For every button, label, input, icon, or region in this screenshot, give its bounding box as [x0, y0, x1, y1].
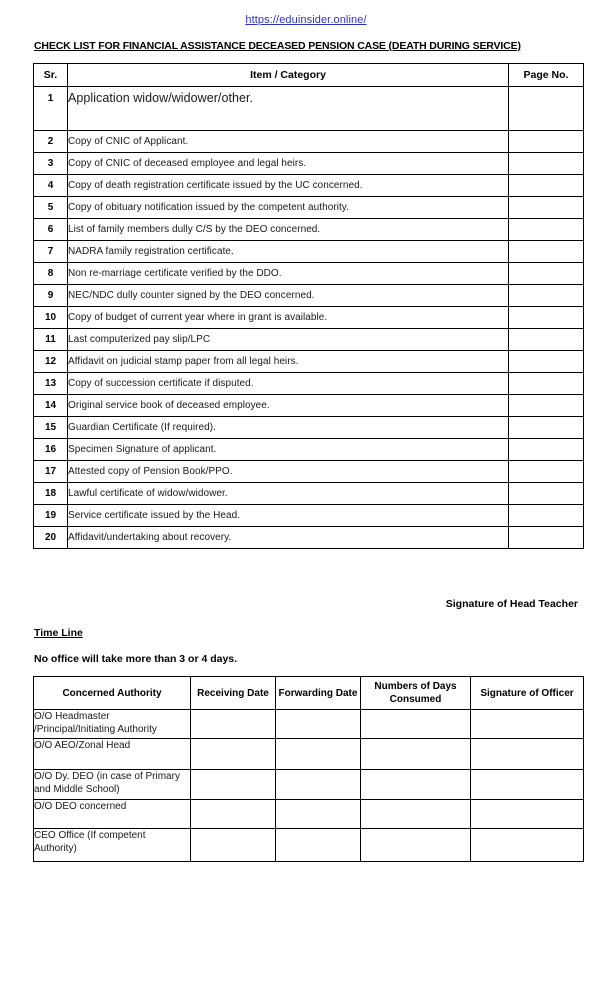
row-serial: 7 [34, 241, 68, 263]
row-item: Service certificate issued by the Head. [68, 505, 509, 527]
row-page-no[interactable] [509, 263, 584, 285]
row-serial: 13 [34, 373, 68, 395]
checklist-body [34, 87, 584, 549]
row-item: NADRA family registration certificate. [68, 241, 509, 263]
timeline-authority: O/O DEO concerned [34, 800, 191, 829]
row-item: Application widow/widower/other. [68, 87, 509, 131]
row-item: Copy of CNIC of Applicant. [68, 131, 509, 153]
row-item: Affidavit/undertaking about recovery. [68, 527, 509, 549]
row-serial: 20 [34, 527, 68, 549]
row-page-no[interactable] [509, 505, 584, 527]
table-row [34, 241, 584, 263]
table-row [34, 439, 584, 461]
timeline-col-receiving-date: Receiving Date [191, 677, 276, 710]
timeline-signature-officer[interactable] [471, 800, 584, 829]
row-page-no[interactable] [509, 197, 584, 219]
row-page-no[interactable] [509, 417, 584, 439]
checklist-table [33, 63, 584, 549]
row-serial: 10 [34, 307, 68, 329]
table-row [34, 710, 584, 739]
timeline-note: No office will take more than 3 or 4 days. [34, 653, 238, 665]
timeline-forwarding-date[interactable] [276, 770, 361, 800]
row-item: Guardian Certificate (If required). [68, 417, 509, 439]
row-serial: 6 [34, 219, 68, 241]
table-row [34, 461, 584, 483]
timeline-receiving-date[interactable] [191, 800, 276, 829]
table-row [34, 197, 584, 219]
row-serial: 17 [34, 461, 68, 483]
row-page-no[interactable] [509, 351, 584, 373]
row-item: List of family members dully C/S by the DEO concerned. [68, 219, 509, 241]
row-page-no[interactable] [509, 131, 584, 153]
row-serial: 19 [34, 505, 68, 527]
row-serial: 4 [34, 175, 68, 197]
timeline-signature-officer[interactable] [471, 770, 584, 800]
table-row [34, 329, 584, 351]
timeline-days-consumed[interactable] [361, 800, 471, 829]
table-row [34, 131, 584, 153]
row-item: Original service book of deceased employee. [68, 395, 509, 417]
row-item: Copy of budget of current year where in grant is available. [68, 307, 509, 329]
row-item: Attested copy of Pension Book/PPO. [68, 461, 509, 483]
row-item: Lawful certificate of widow/widower. [68, 483, 509, 505]
row-item: Copy of obituary notification issued by the competent authority. [68, 197, 509, 219]
row-page-no[interactable] [509, 527, 584, 549]
timeline-signature-officer[interactable] [471, 739, 584, 770]
table-row [34, 505, 584, 527]
timeline-col-days-consumed: Numbers of Days Consumed [361, 677, 471, 710]
table-row [34, 175, 584, 197]
row-serial: 16 [34, 439, 68, 461]
timeline-days-consumed[interactable] [361, 829, 471, 862]
timeline-authority: O/O Dy. DEO (in case of Primary and Middle School) [34, 770, 191, 800]
table-row [34, 87, 584, 131]
timeline-body [34, 710, 584, 862]
source-url-line [0, 14, 612, 26]
timeline-signature-officer[interactable] [471, 710, 584, 739]
table-row [34, 829, 584, 862]
row-serial: 5 [34, 197, 68, 219]
table-row [34, 527, 584, 549]
table-row [34, 770, 584, 800]
table-row [34, 153, 584, 175]
row-serial: 1 [34, 87, 68, 131]
timeline-col-forwarding-date: Forwarding Date [276, 677, 361, 710]
timeline-receiving-date[interactable] [191, 710, 276, 739]
timeline-days-consumed[interactable] [361, 770, 471, 800]
timeline-receiving-date[interactable] [191, 739, 276, 770]
row-page-no[interactable] [509, 87, 584, 131]
row-page-no[interactable] [509, 241, 584, 263]
timeline-forwarding-date[interactable] [276, 739, 361, 770]
row-item: Copy of death registration certificate issued by the UC concerned. [68, 175, 509, 197]
row-page-no[interactable] [509, 307, 584, 329]
timeline-days-consumed[interactable] [361, 710, 471, 739]
row-page-no[interactable] [509, 175, 584, 197]
row-serial: 18 [34, 483, 68, 505]
table-row [34, 739, 584, 770]
table-row [34, 351, 584, 373]
timeline-table [33, 676, 584, 862]
timeline-col-signature-officer: Signature of Officer [471, 677, 584, 710]
row-serial: 9 [34, 285, 68, 307]
timeline-forwarding-date[interactable] [276, 829, 361, 862]
timeline-authority: CEO Office (If competent Authority) [34, 829, 191, 862]
row-item: Copy of CNIC of deceased employee and legal heirs. [68, 153, 509, 175]
timeline-col-authority: Concerned Authority [34, 677, 191, 710]
row-item: NEC/NDC dully counter signed by the DEO concerned. [68, 285, 509, 307]
row-item: Specimen Signature of applicant. [68, 439, 509, 461]
row-serial: 12 [34, 351, 68, 373]
timeline-days-consumed[interactable] [361, 739, 471, 770]
timeline-authority: O/O Headmaster /Principal/Initiating Authority [34, 710, 191, 739]
table-row [34, 373, 584, 395]
row-page-no[interactable] [509, 395, 584, 417]
row-item: Affidavit on judicial stamp paper from all legal heirs. [68, 351, 509, 373]
row-serial: 11 [34, 329, 68, 351]
row-serial: 2 [34, 131, 68, 153]
table-row [34, 219, 584, 241]
timeline-signature-officer[interactable] [471, 829, 584, 862]
row-serial: 3 [34, 153, 68, 175]
table-row [34, 285, 584, 307]
timeline-forwarding-date[interactable] [276, 710, 361, 739]
row-page-no[interactable] [509, 439, 584, 461]
table-row [34, 307, 584, 329]
row-page-no[interactable] [509, 219, 584, 241]
table-row [34, 395, 584, 417]
table-row [34, 417, 584, 439]
timeline-receiving-date[interactable] [191, 770, 276, 800]
row-page-no[interactable] [509, 153, 584, 175]
row-page-no[interactable] [509, 329, 584, 351]
row-item: Last computerized pay slip/LPC [68, 329, 509, 351]
timeline-forwarding-date[interactable] [276, 800, 361, 829]
row-item: Copy of succession certificate if disputed. [68, 373, 509, 395]
table-row [34, 800, 584, 829]
row-page-no[interactable] [509, 461, 584, 483]
checklist-col-item: Item / Category [68, 64, 509, 87]
row-serial: 14 [34, 395, 68, 417]
timeline-heading: Time Line [34, 627, 83, 639]
row-page-no[interactable] [509, 483, 584, 505]
row-serial: 15 [34, 417, 68, 439]
row-item: Non re-marriage certificate verified by the DDO. [68, 263, 509, 285]
timeline-header-row [34, 677, 584, 710]
source-url-link[interactable]: https://eduinsider.online/ [245, 14, 367, 26]
signature-head-teacher-label: Signature of Head Teacher [445, 598, 578, 610]
checklist-col-page: Page No. [509, 64, 584, 87]
checklist-header-row [34, 64, 584, 87]
table-row [34, 263, 584, 285]
row-page-no[interactable] [509, 373, 584, 395]
timeline-authority: O/O AEO/Zonal Head [34, 739, 191, 770]
table-row [34, 483, 584, 505]
row-page-no[interactable] [509, 285, 584, 307]
row-serial: 8 [34, 263, 68, 285]
document-title: CHECK LIST FOR FINANCIAL ASSISTANCE DECEASED PENSION CASE (DEATH DURING SERVICE) [34, 40, 521, 52]
checklist-col-sr: Sr. [34, 64, 68, 87]
timeline-receiving-date[interactable] [191, 829, 276, 862]
